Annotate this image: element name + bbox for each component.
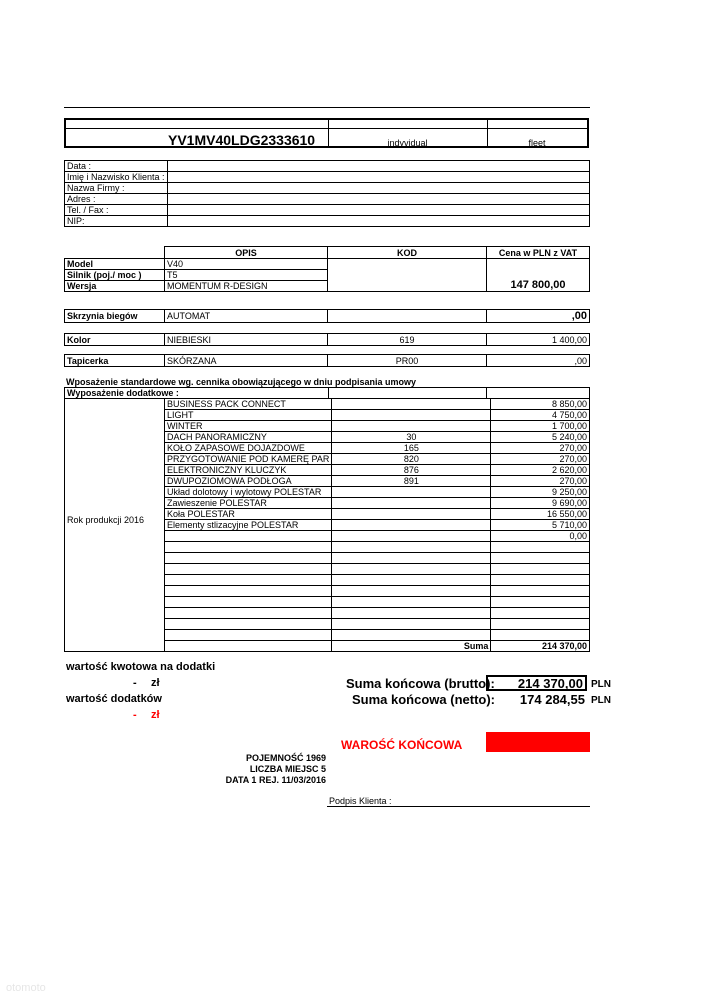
equipment-price: 8 850,00 (491, 399, 589, 410)
kod-header: KOD (328, 247, 487, 259)
equipment-code (332, 542, 491, 553)
equipment-name: PRZYGOTOWANIE POD KAMERĘ PAR (165, 454, 332, 465)
equipment-code (332, 630, 491, 641)
equipment-row (165, 509, 590, 520)
individual-column-label: indyvidual (387, 138, 428, 148)
equipment-row (165, 630, 590, 641)
equipment-row (165, 619, 590, 630)
address-label: Adres : (65, 194, 168, 205)
equipment-code (332, 421, 491, 432)
equipment-row (165, 399, 590, 410)
upholstery-price: ,00 (487, 355, 590, 367)
company-name-field[interactable] (167, 183, 589, 194)
color-label: Kolor (65, 334, 165, 346)
equipment-code (332, 553, 491, 564)
color-price: 1 400,00 (487, 334, 590, 346)
nip-field[interactable] (167, 216, 589, 227)
equipment-name (165, 597, 332, 608)
upholstery-code: PR00 (328, 355, 487, 367)
gross-total-label: Suma końcowa (brutto): (346, 676, 495, 691)
date-field[interactable] (167, 161, 589, 172)
gearbox-label: Skrzynia biegów (65, 310, 165, 323)
discount-value-label: wartość dodatków (66, 693, 162, 705)
equipment-row (165, 465, 590, 476)
equipment-row (165, 564, 590, 575)
equipment-table (64, 387, 590, 652)
equipment-name (165, 608, 332, 619)
nip-label: NIP: (65, 216, 168, 227)
equipment-code (332, 410, 491, 421)
client-info-table (64, 160, 590, 227)
color-code: 619 (328, 334, 487, 346)
date-label: Data : (65, 161, 168, 172)
equipment-name (165, 630, 332, 641)
equipment-price (491, 564, 589, 575)
equipment-row (165, 487, 590, 498)
net-total-label: Suma końcowa (netto): (352, 692, 496, 707)
net-total-value: 174 284,55 (519, 692, 585, 707)
equipment-price (491, 619, 589, 630)
color-row (64, 333, 590, 346)
equipment-code: 165 (332, 443, 491, 454)
equipment-price: 5 710,00 (491, 520, 589, 531)
header-box (64, 118, 589, 148)
equipment-price: 270,00 (491, 454, 589, 465)
equipment-price (491, 586, 589, 597)
upholstery-row (64, 354, 590, 367)
equipment-name: DACH PANORAMICZNY (165, 432, 332, 443)
spec-table (64, 246, 590, 292)
discount-value-currency: zł (151, 709, 160, 721)
gearbox-value: AUTOMAT (165, 310, 328, 323)
equipment-name (165, 542, 332, 553)
equipment-row (165, 432, 590, 443)
equipment-code (332, 597, 491, 608)
equipment-price: 270,00 (491, 443, 589, 454)
version-value: MOMENTUM R-DESIGN (165, 281, 328, 292)
gearbox-code (328, 310, 487, 323)
equipment-row (165, 597, 590, 608)
watermark: otomoto (6, 982, 46, 994)
equipment-row (165, 443, 590, 454)
version-label: Wersja (65, 281, 165, 292)
equipment-price (491, 597, 589, 608)
equipment-price: 2 620,00 (491, 465, 589, 476)
equipment-name: WINTER (165, 421, 332, 432)
equipment-code (332, 399, 491, 410)
equipment-price: 9 250,00 (491, 487, 589, 498)
equipment-code (332, 619, 491, 630)
company-name-label: Nazwa Firmy : (65, 183, 168, 194)
opis-header: OPIS (165, 247, 328, 259)
equipment-row (165, 421, 590, 432)
production-year-note: Rok produkcji 2016 (67, 515, 145, 525)
engine-capacity: POJEMNOŚĆ 1969 (245, 753, 326, 763)
equipment-row (165, 498, 590, 509)
address-field[interactable] (167, 194, 589, 205)
client-name-field[interactable] (167, 172, 589, 183)
equipment-price: 270,00 (491, 476, 589, 487)
equipment-code (332, 575, 491, 586)
equipment-code: 891 (332, 476, 491, 487)
phone-fax-field[interactable] (167, 205, 589, 216)
equipment-code (332, 564, 491, 575)
equipment-name (165, 553, 332, 564)
equipment-code (332, 487, 491, 498)
equipment-row (165, 575, 590, 586)
upholstery-label: Tapicerka (65, 355, 165, 367)
sum-value: 214 370,00 (491, 641, 589, 652)
equipment-price (491, 630, 589, 641)
equipment-row (165, 586, 590, 597)
color-value: NIEBIESKI (165, 334, 328, 346)
model-value: V40 (165, 259, 328, 270)
equipment-row (165, 531, 590, 542)
upholstery-value: SKÓRZANA (165, 355, 328, 367)
discount-amount-label: wartość kwotowa na dodatki (66, 661, 216, 673)
equipment-price: 4 750,00 (491, 410, 589, 421)
equipment-name: Układ dolotowy i wylotowy POLESTAR (165, 487, 332, 498)
equipment-row (165, 476, 590, 487)
phone-fax-label: Tel. / Fax : (65, 205, 168, 216)
price-header: Cena w PLN z VAT (487, 247, 590, 259)
equipment-name: ELEKTRONICZNY KLUCZYK (165, 465, 332, 476)
equipment-name: Elementy stlizacyjne POLESTAR (165, 520, 332, 531)
final-value-box (486, 732, 590, 752)
signature-line[interactable] (327, 806, 590, 807)
equipment-name (165, 575, 332, 586)
equipment-sum-row (165, 641, 590, 652)
sum-label: Suma (332, 641, 491, 652)
discount-amount-value: - (133, 677, 137, 689)
engine-label: Silnik (poj./ moc ) (65, 270, 165, 281)
equipment-code (332, 531, 491, 542)
equipment-code (332, 608, 491, 619)
equipment-row (165, 542, 590, 553)
model-label: Model (65, 259, 165, 270)
equipment-price (491, 575, 589, 586)
equipment-row (165, 520, 590, 531)
gearbox-price: ,00 (487, 310, 590, 323)
equipment-price: 5 240,00 (491, 432, 589, 443)
equipment-code (332, 586, 491, 597)
equipment-code (332, 498, 491, 509)
equipment-price (491, 553, 589, 564)
equipment-name: Koła POLESTAR (165, 509, 332, 520)
equipment-name (165, 531, 332, 542)
equipment-name: KOŁO ZAPASOWE DOJAZDOWE (165, 443, 332, 454)
signature-label: Podpis Klienta : (329, 796, 392, 806)
extra-equipment-label: Wyposażenie dodatkowe : (67, 388, 179, 398)
model-code-cell (328, 259, 487, 292)
equipment-row (165, 608, 590, 619)
equipment-name: LIGHT (165, 410, 332, 421)
base-price: 147 800,00 (487, 259, 590, 292)
equipment-code: 30 (332, 432, 491, 443)
equipment-price: 9 690,00 (491, 498, 589, 509)
discount-amount-currency: zł (151, 677, 160, 689)
seat-count: LICZBA MIEJSC 5 (249, 764, 326, 774)
equipment-name: BUSINESS PACK CONNECT (165, 399, 332, 410)
net-currency: PLN (591, 695, 611, 706)
equipment-name: Zawieszenie POLESTAR (165, 498, 332, 509)
equipment-price: 16 550,00 (491, 509, 589, 520)
client-name-label: Imię i Nazwisko Klienta : (65, 172, 168, 183)
equipment-name (165, 586, 332, 597)
fleet-column-label: fleet (528, 138, 546, 148)
equipment-row (165, 410, 590, 421)
vin-number: YV1MV40LDG2333610 (168, 132, 316, 148)
equipment-code: 820 (332, 454, 491, 465)
gross-total-value: 214 370,00 (486, 675, 587, 691)
equipment-code: 876 (332, 465, 491, 476)
top-rule (64, 107, 590, 108)
gross-currency: PLN (591, 679, 611, 690)
equipment-code (332, 520, 491, 531)
final-value-label: WAROŚĆ KOŃCOWA (341, 738, 463, 752)
equipment-price (491, 542, 589, 553)
standard-equipment-note: Wposażenie standardowe wg. cennika obowiązującego w dniu podpisania umowy (66, 377, 417, 387)
equipment-row (165, 454, 590, 465)
equipment-code (332, 509, 491, 520)
equipment-price: 0,00 (491, 531, 589, 542)
equipment-price (491, 608, 589, 619)
equipment-price: 1 700,00 (491, 421, 589, 432)
first-registration-date: DATA 1 REJ. 11/03/2016 (225, 775, 326, 785)
equipment-name (165, 564, 332, 575)
equipment-row (165, 553, 590, 564)
gearbox-row (64, 309, 590, 323)
equipment-name: DWUPOZIOMOWA PODŁOGA (165, 476, 332, 487)
discount-value-value: - (133, 709, 137, 721)
engine-value: T5 (165, 270, 328, 281)
equipment-name (165, 619, 332, 630)
